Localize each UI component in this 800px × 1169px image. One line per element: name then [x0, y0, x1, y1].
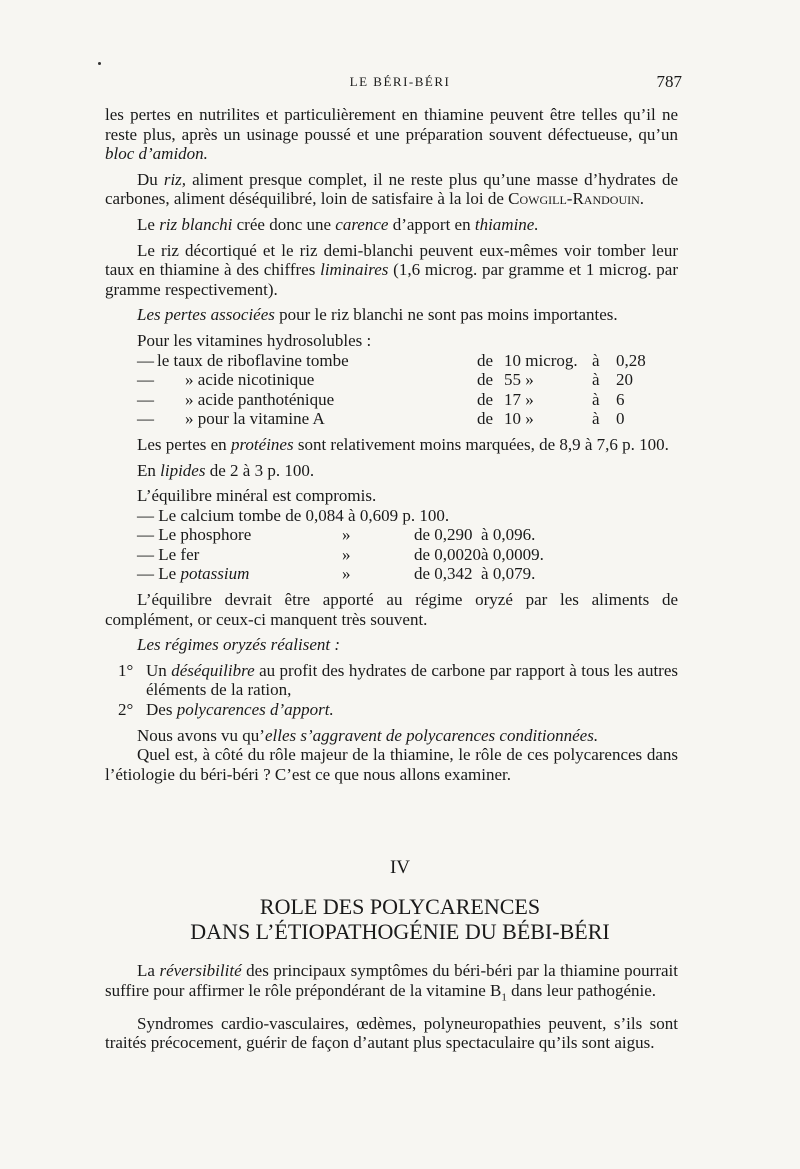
running-header	[0, 74, 800, 98]
main-text	[105, 105, 678, 784]
mineral-row: — Le potassium » de 0,342 à 0,079.	[137, 564, 536, 584]
mineral-row: — Le phosphore » de 0,290 à 0,096.	[137, 525, 536, 545]
vitamin-row: — » acide panthoténique de 17 » à 6	[137, 389, 625, 409]
paragraph-lipids: En lipides de 2 à 3 p. 100.	[137, 460, 315, 480]
paragraph-3: Le riz blanchi crée donc une carence d’apport en thiamine.	[137, 214, 539, 234]
mineral-calcium: — Le calcium tombe de 0,084 à 0,609 p. 100.	[137, 505, 450, 525]
section-text	[105, 961, 678, 1053]
paragraph-minerals: L’équilibre minéral est compromis.	[137, 486, 377, 506]
section-number: IV	[389, 857, 411, 878]
paragraph-proteins: Les pertes en protéines sont relativement moins marquées, de 8,9 à 7,6 p. 100.	[137, 434, 669, 454]
vitamins-intro: Pour les vitamines hydrosolubles :	[137, 330, 372, 350]
vitamins-table	[137, 351, 646, 429]
section-title: ROLE DES POLYCARENCES DANS L’ÉTIOPATHOGÉNIE DU BÉBI-BÉRI	[190, 894, 610, 944]
paragraph-aggravation: Nous avons vu qu’elles s’aggravent de polycarences conditionnées.	[137, 725, 599, 745]
paragraph-equilibrium: L’équilibre devrait être apporté au régime oryzé par les aliments de complément, or ceux-ci manquent très souvent.	[105, 590, 678, 629]
paragraph-question: Quel est, à côté du rôle majeur de la thiamine, le rôle de ces polycarences dans l’étiologie du béri-béri ? C’est ce que nous allons examiner.	[105, 745, 678, 784]
paragraph-4: Le riz décortiqué et le riz demi-blanchi peuvent eux-mêmes voir tomber leur taux en thiamine à des chiffres liminaires (1,6 microg. par gramme et 1 microg. par gramme respectivement).	[105, 240, 678, 299]
print-speck	[98, 62, 101, 65]
vitamin-row: — le taux de riboflavine tombe de 10 microg. à 0,28	[137, 350, 646, 370]
mineral-row: — Le fer » de 0,0020 à 0,0009.	[137, 544, 544, 564]
paragraph-reversibility: La réversibilité des principaux symptômes du béri-béri par la thiamine pourrait suffire pour affirmer le rôle prépondérant de la vitamine $B_1$ dans leur pathogénie.	[105, 961, 678, 1003]
paragraph-1: les pertes en nutrilites et particulièrement en thiamine peuvent être telles qu’il ne reste plus, après un usinage poussé et une préparation souvent défectueuse, qu’un bloc d’amidon.	[105, 105, 678, 164]
page-number: 787	[656, 72, 682, 91]
minerals-table	[137, 525, 544, 584]
list-item: 1° Un déséquilibre au profit des hydrates de carbone par rapport à tous les autres éléments de la ration,	[118, 660, 678, 700]
paragraph-5: Les pertes associées pour le riz blanchi ne sont pas moins importantes.	[137, 305, 618, 325]
paragraph-regimes: Les régimes oryzés réalisent :	[137, 635, 341, 655]
paragraph-2: Du riz, aliment presque complet, il ne reste plus qu’une masse d’hydrates de carbones, aliment déséquilibré, loin de satisfaire à la loi de Cowgill-Randouin.	[105, 169, 678, 209]
vitamin-row: — » pour la vitamine A de 10 » à 0	[137, 409, 625, 429]
author-name: Cowgill-Randouin.	[508, 189, 645, 209]
paragraph-syndromes: Syndromes cardio-vasculaires, œdèmes, polyneuropathies peuvent, s’ils sont traités précocement, guérir de façon d’autant plus spectaculaire qu’ils sont aigus.	[105, 1013, 678, 1053]
running-title: LE BÉRI-BÉRI	[349, 74, 451, 89]
vitamin-row: — » acide nicotinique de 55 » à 20	[137, 370, 633, 390]
list-item: 2° Des polycarences d’apport.	[118, 700, 334, 720]
